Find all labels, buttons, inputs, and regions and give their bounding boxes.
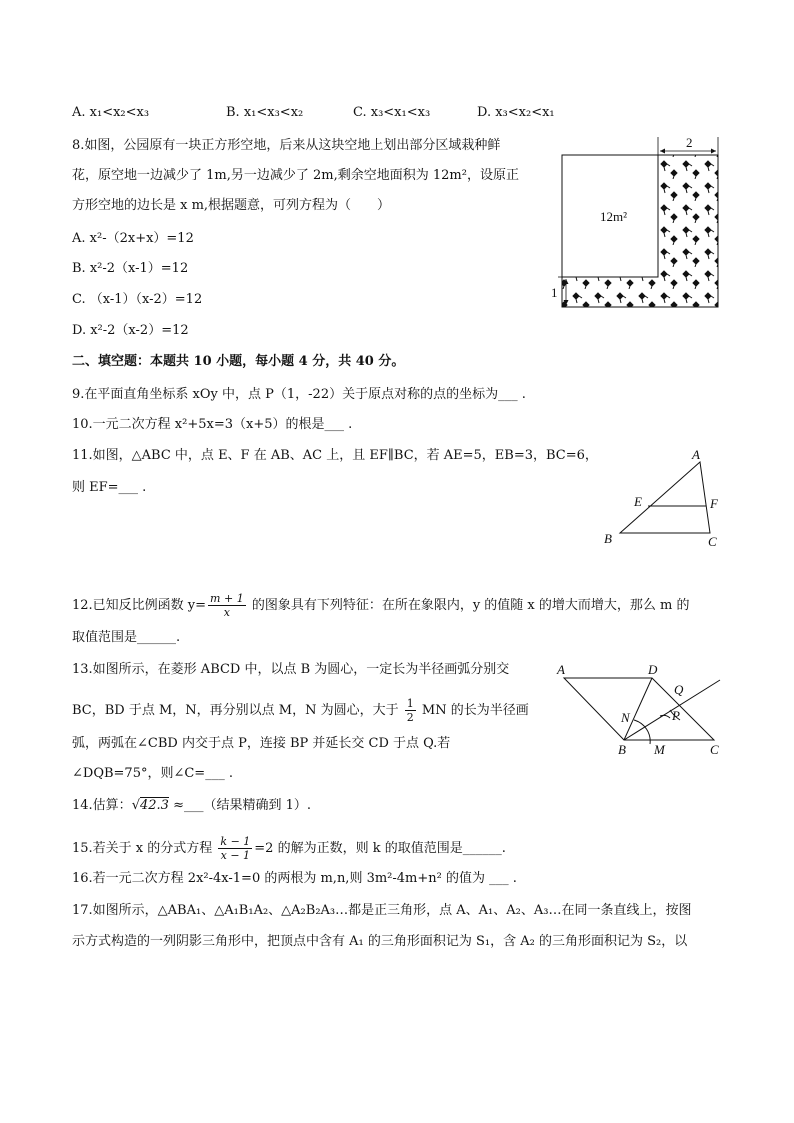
q12-prefix: 12.已知反比例函数 y= <box>72 598 207 613</box>
label-Q: Q <box>674 682 684 697</box>
label-C: C <box>710 742 719 757</box>
q10-text: 10.一元二次方程 x²+5x=3（x+5）的根是___ . <box>72 417 353 432</box>
label-B: B <box>618 742 626 757</box>
q14-radicand: 42.3 <box>139 798 169 813</box>
q12-frac-num: m + 1 <box>210 592 244 605</box>
q14-prefix: 14.估算： <box>72 798 132 813</box>
q8-option-c: C. （x-1）（x-2）=12 <box>72 292 203 307</box>
label-E: E <box>634 494 642 509</box>
q14-text <box>72 797 311 815</box>
label-P: P <box>672 708 680 723</box>
q13-line2-prefix: BC，BD 于点 M，N，再分别以点 M，N 为圆心，大于 <box>72 703 403 718</box>
q8-stem-line-3: 方形空地的边长是 x m,根据题意，可列方程为（ ） <box>72 198 391 213</box>
label-F: F <box>710 496 718 511</box>
q8-figure-garden <box>548 135 728 315</box>
q12-fraction <box>208 592 246 619</box>
q13-stem-line-1: 13.如图所示，在菱形 ABCD 中，以点 B 为圆心，一定长为半径画弧分别交 <box>72 662 510 677</box>
dim-top-label: 2 <box>686 135 693 150</box>
q7-option-b: B. x₁<x₃<x₂ <box>226 105 304 120</box>
q8-option-d: D. x²-2（x-2）=12 <box>72 323 189 338</box>
q11-stem-line-2: 则 EF=___ . <box>72 480 147 495</box>
q8-option-b: B. x²-2（x-1）=12 <box>72 261 189 276</box>
q12-suffix: 的图象具有下列特征：在所在象限内，y 的值随 x 的增大而增大，那么 m 的 <box>247 598 690 613</box>
q8-stem-line-2: 花，原空地一边减少了 1m,另一边减少了 2m,剩余空地面积为 12m²，设原正 <box>72 168 519 183</box>
label-D: D <box>648 662 658 677</box>
q15-prefix: 15.若关于 x 的分式方程 <box>72 841 217 856</box>
q13-figure-rhombus <box>552 658 732 758</box>
q17-stem-line-1: 17.如图所示，△ABA₁、△A₁B₁A₂、△A₂B₂A₃…都是正三角形，点 A、A₁、A₂、A₃…在同一条直线上，按图 <box>72 903 692 918</box>
label-M: M <box>654 742 665 757</box>
q8-stem-line-1: 8.如图，公园原有一块正方形空地，后来从这块空地上划出部分区域栽种鲜 <box>72 138 501 153</box>
q11-stem-line-1: 11.如图，△ABC 中，点 E、F 在 AB、AC 上，且 EF∥BC，若 AE=5，EB=3，BC=6， <box>72 448 598 463</box>
label-A: A <box>692 448 700 462</box>
q12-frac-den: x <box>223 606 230 619</box>
q15-fraction <box>218 835 252 862</box>
q9-text: 9.在平面直角坐标系 xOy 中，点 P（1，-22）关于原点对称的点的坐标为___ . <box>72 387 526 402</box>
q15-text <box>72 835 506 862</box>
q13-frac-num: 1 <box>406 697 414 710</box>
q15-frac-den: x − 1 <box>220 849 251 862</box>
q15-frac-num: k − 1 <box>220 835 251 848</box>
q13-line2-suffix: MN 的长为半径画 <box>417 703 529 718</box>
q7-option-c: C. x₃<x₁<x₃ <box>353 105 431 120</box>
q7-option-d: D. x₃<x₂<x₁ <box>477 105 555 120</box>
label-C: C <box>708 534 717 549</box>
label-A: A <box>557 662 565 677</box>
label-N: N <box>621 710 630 725</box>
q12-stem-line-2: 取值范围是______. <box>72 630 181 645</box>
section-2-title: 二、填空题：本题共 10 小题，每小题 4 分，共 40 分。 <box>72 354 405 369</box>
q15-suffix: =2 的解为正数，则 k 的取值范围是______. <box>254 841 506 856</box>
q14-suffix: ≈___（结果精确到 1）. <box>168 798 311 813</box>
q8-option-a: A. x²-（2x+x）=12 <box>72 231 194 246</box>
q12-stem-line-1 <box>72 592 690 619</box>
area-label: 12m² <box>600 209 628 224</box>
dim-left-label: 1 <box>551 285 558 300</box>
q13-frac-den: 2 <box>406 711 414 724</box>
q11-figure-triangle <box>600 448 730 550</box>
label-B: B <box>604 531 612 546</box>
q17-stem-line-2: 示方式构造的一列阴影三角形中，把顶点中含有 A₁ 的三角形面积记为 S₁，含 A₂ 的三角形面积记为 S₂，以 <box>72 934 688 949</box>
q13-stem-line-2 <box>72 697 529 724</box>
q13-fraction <box>405 697 416 724</box>
q13-stem-line-3: 弧，两弧在∠CBD 内交于点 P，连接 BP 并延长交 CD 于点 Q.若 <box>72 736 451 751</box>
q7-option-a: A. x₁<x₂<x₃ <box>72 105 150 120</box>
sqrt-icon: √ <box>131 798 140 813</box>
q16-text: 16.若一元二次方程 2x²-4x-1=0 的两根为 m,n,则 3m²-4m+n² 的值为 ___ . <box>72 871 517 886</box>
q13-stem-line-4: ∠DQB=75°，则∠C=___ . <box>72 766 233 781</box>
